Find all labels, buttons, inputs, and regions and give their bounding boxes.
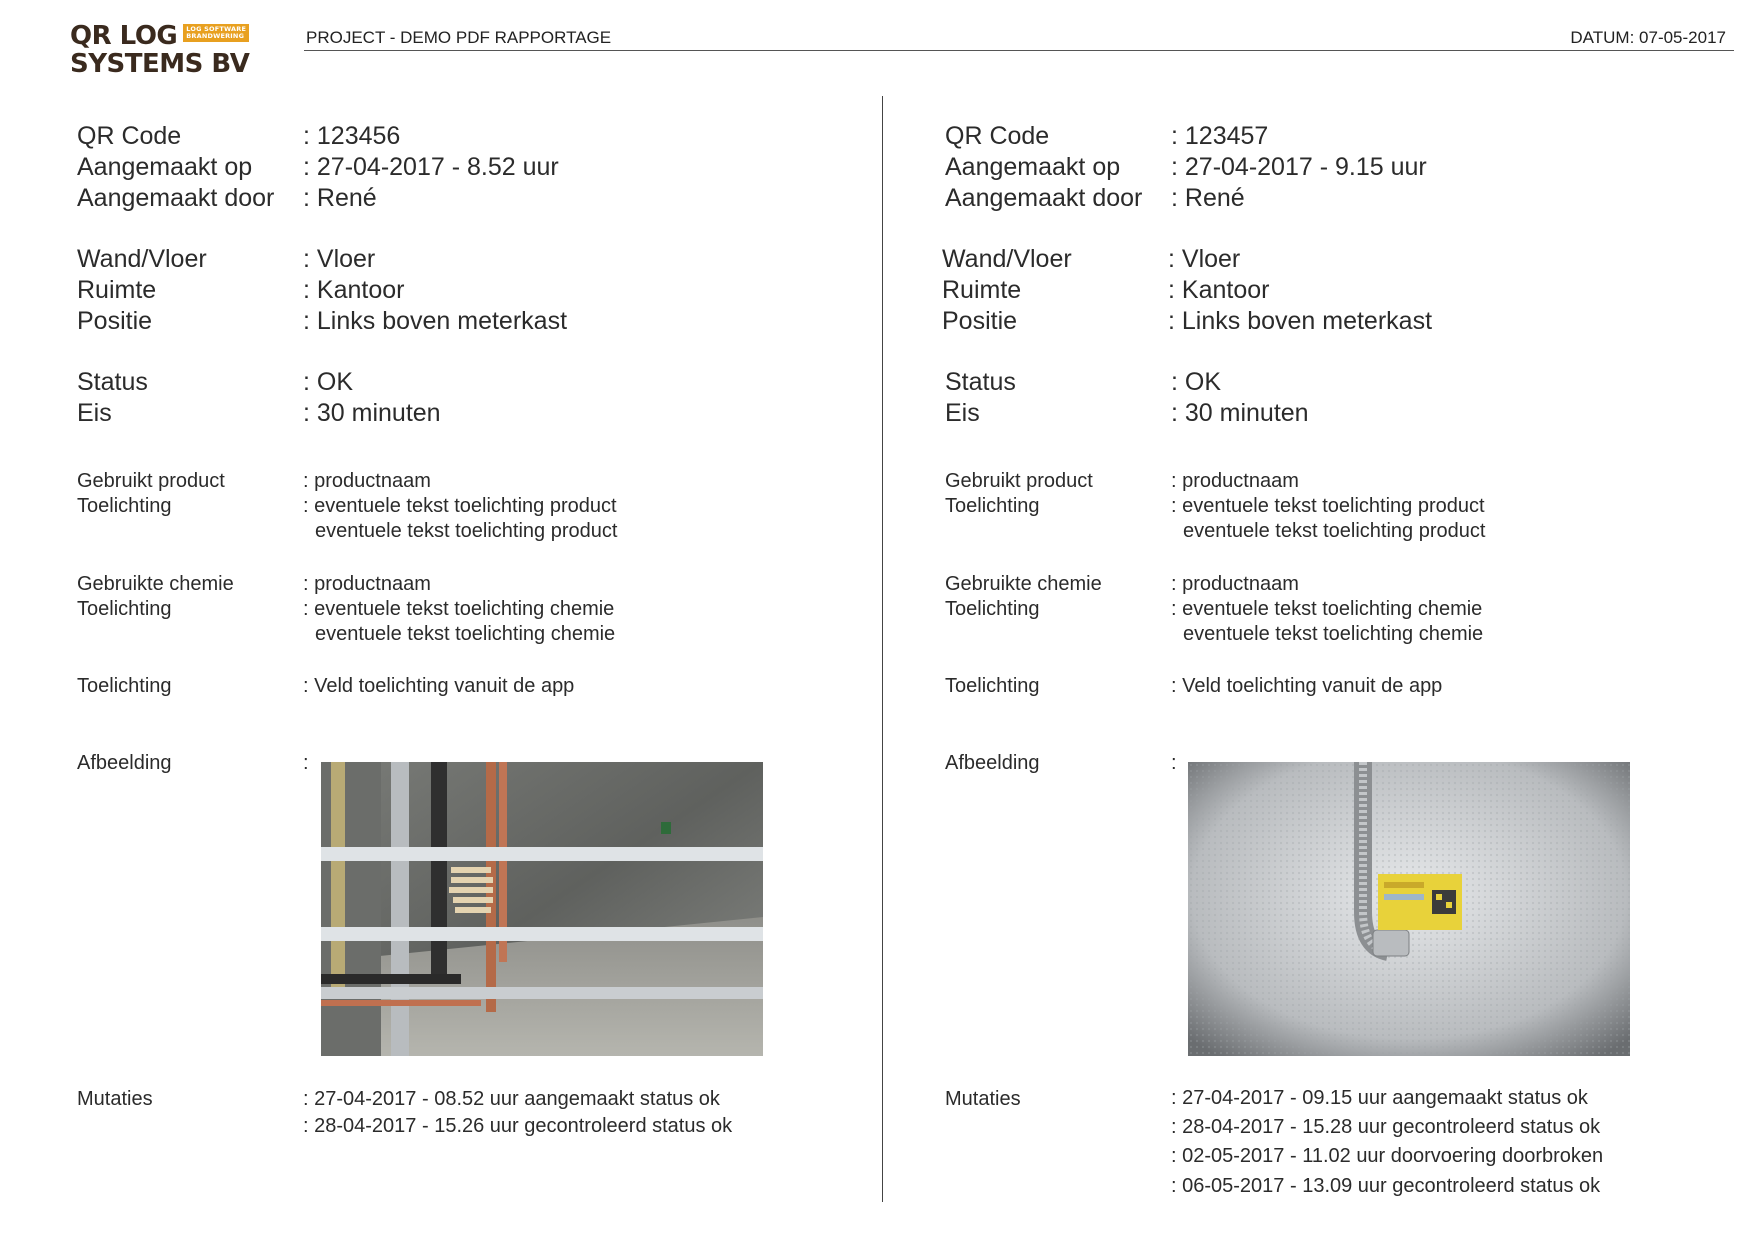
note-value: : Veld toelichting vanuit de app — [303, 675, 575, 697]
product-note-line-1: : eventuele tekst toelichting product — [1171, 495, 1485, 517]
created-on-label: Aangemaakt op — [945, 153, 1121, 181]
created-by-value: : René — [303, 184, 377, 212]
chemistry-note-line-2: eventuele tekst toelichting chemie — [1183, 623, 1484, 645]
pipes-photo-illustration — [321, 762, 763, 1056]
record-left — [0, 0, 860, 1240]
created-on-value: : 27-04-2017 - 8.52 uur — [303, 153, 559, 181]
report-date: DATUM: 07-05-2017 — [1570, 28, 1726, 47]
requirement-label: Eis — [945, 399, 980, 427]
logo-line-1: QR LOG LOG SOFTWARE BRANDWERING — [70, 22, 249, 50]
image-label: Afbeelding — [77, 752, 172, 774]
chemistry-note-label: Toelichting — [77, 598, 172, 620]
position-value: : Links boven meterkast — [303, 307, 568, 335]
image-colon: : — [303, 752, 309, 774]
mutation-item: : 27-04-2017 - 08.52 uur aangemaakt status ok — [303, 1088, 720, 1110]
record-right — [868, 0, 1728, 1240]
image-colon: : — [1171, 752, 1177, 774]
mutation-item: : 28-04-2017 - 15.28 uur gecontroleerd status ok — [1171, 1116, 1601, 1138]
wall-value: : Vloer — [303, 245, 376, 273]
room-value: : Kantoor — [1168, 276, 1270, 304]
product-note-line-2: eventuele tekst toelichting product — [315, 520, 618, 542]
status-value: : OK — [1171, 368, 1222, 396]
product-note-line-2: eventuele tekst toelichting product — [1183, 520, 1486, 542]
mutations-label: Mutaties — [77, 1088, 153, 1110]
chemistry-value: : productnaam — [303, 573, 431, 595]
chemistry-note-label: Toelichting — [945, 598, 1040, 620]
position-label: Positie — [77, 307, 153, 335]
chemistry-note-line-1: : eventuele tekst toelichting chemie — [303, 598, 615, 620]
room-label: Ruimte — [942, 276, 1022, 304]
logo-badge: LOG SOFTWARE BRANDWERING — [183, 24, 249, 42]
wall-label: Wand/Vloer — [942, 245, 1072, 273]
room-value: : Kantoor — [303, 276, 405, 304]
mutations-label: Mutaties — [945, 1088, 1021, 1110]
installation-photo — [321, 762, 763, 1056]
position-label: Positie — [942, 307, 1018, 335]
status-label: Status — [77, 368, 148, 396]
mutation-item: : 02-05-2017 - 11.02 uur doorvoering doorbroken — [1171, 1145, 1604, 1167]
chemistry-value: : productnaam — [1171, 573, 1299, 595]
qr-code-value: : 123456 — [303, 122, 401, 150]
product-note-label: Toelichting — [77, 495, 172, 517]
installation-photo — [1188, 762, 1630, 1056]
requirement-label: Eis — [77, 399, 112, 427]
product-value: : productnaam — [303, 470, 431, 492]
qr-code-label: QR Code — [945, 122, 1050, 150]
conduit-qr-sticker-illustration — [1188, 762, 1630, 1056]
position-value: : Links boven meterkast — [1168, 307, 1433, 335]
qr-code-label: QR Code — [77, 122, 182, 150]
chemistry-note-line-2: eventuele tekst toelichting chemie — [315, 623, 616, 645]
mutation-item: : 06-05-2017 - 13.09 uur gecontroleerd status ok — [1171, 1175, 1601, 1197]
note-label: Toelichting — [77, 675, 172, 697]
status-value: : OK — [303, 368, 354, 396]
mutation-item: : 27-04-2017 - 09.15 uur aangemaakt status ok — [1171, 1087, 1588, 1109]
requirement-value: : 30 minuten — [1171, 399, 1309, 427]
project-title: PROJECT - DEMO PDF RAPPORTAGE — [306, 28, 612, 47]
wall-value: : Vloer — [1168, 245, 1241, 273]
product-note-line-1: : eventuele tekst toelichting product — [303, 495, 617, 517]
product-note-label: Toelichting — [945, 495, 1040, 517]
created-on-value: : 27-04-2017 - 9.15 uur — [1171, 153, 1427, 181]
chemistry-label: Gebruikte chemie — [77, 573, 234, 595]
qr-code-value: : 123457 — [1171, 122, 1269, 150]
image-label: Afbeelding — [945, 752, 1040, 774]
note-value: : Veld toelichting vanuit de app — [1171, 675, 1443, 697]
chemistry-label: Gebruikte chemie — [945, 573, 1102, 595]
room-label: Ruimte — [77, 276, 157, 304]
product-label: Gebruikt product — [945, 470, 1093, 492]
logo-line-2: SYSTEMS BV — [70, 49, 250, 79]
requirement-value: : 30 minuten — [303, 399, 441, 427]
product-value: : productnaam — [1171, 470, 1299, 492]
created-by-label: Aangemaakt door — [945, 184, 1143, 212]
chemistry-note-line-1: : eventuele tekst toelichting chemie — [1171, 598, 1483, 620]
note-label: Toelichting — [945, 675, 1040, 697]
created-by-value: : René — [1171, 184, 1245, 212]
mutation-item: : 28-04-2017 - 15.26 uur gecontroleerd status ok — [303, 1115, 733, 1137]
created-by-label: Aangemaakt door — [77, 184, 275, 212]
created-on-label: Aangemaakt op — [77, 153, 253, 181]
wall-label: Wand/Vloer — [77, 245, 207, 273]
status-label: Status — [945, 368, 1016, 396]
product-label: Gebruikt product — [77, 470, 225, 492]
